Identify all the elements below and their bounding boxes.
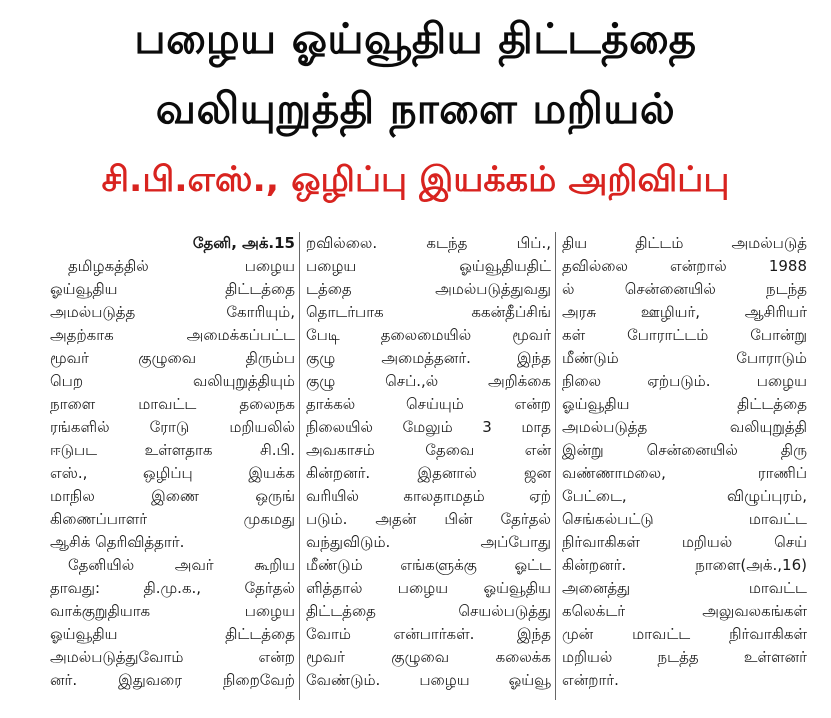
article-line: அவகாசம் தேவை என் (306, 441, 551, 459)
article-line: குழு செப்.,ல் அறிக்கை (306, 372, 551, 390)
article-line: ளித்தால் பழைய ஓய்வூதிய (306, 579, 551, 597)
article-line: னர். இதுவரை நிறைவேற் (50, 671, 295, 689)
article-line: வேண்டும். பழைய ஓய்வூ (306, 671, 551, 689)
article-line: வந்துவிடும். அப்போது (306, 533, 551, 551)
article-line: ஓய்வூதிய திட்டத்தை (50, 625, 295, 643)
article-line: நிலை ஏற்படும். பழைய (562, 372, 807, 390)
column-divider (555, 232, 556, 700)
article-line: பெற வலியுறுத்தியும் (50, 372, 295, 390)
article-line: கிணைப்பாளர் முகமது (50, 510, 295, 528)
article-line: றவில்லை. கடந்த பிப்., (306, 234, 551, 252)
article-line: படும். அதன் பின் தேர்தல் (306, 510, 551, 528)
article-line: தாக்கல் செய்யும் என்ற (306, 395, 551, 413)
article-line: நிர்வாகிகள் மறியல் செய் (562, 533, 807, 551)
article-line: தொடர்பாக ககன்தீப்சிங் (306, 303, 551, 321)
article-line: தாவது: தி.மு.க., தேர்தல் (50, 579, 295, 597)
article-line: என்றார். (562, 671, 619, 689)
article-line: அமல்படுத்துவோம் என்ற (50, 648, 295, 666)
article-line: மறியல் நடத்த உள்ளனர் (562, 648, 807, 666)
article-column-1 (50, 232, 295, 692)
article-line: தமிழகத்தில் பழைய (68, 257, 295, 275)
article-line: திய திட்டம் அமல்படுத் (562, 234, 807, 252)
subheadline: சி.பி.எஸ்., ஒழிப்பு இயக்கம் அறிவிப்பு (101, 160, 730, 200)
article-line: ரங்களில் ரோடு மறியலில் (50, 418, 295, 436)
article-line: மாநில இணை ஒருங் (50, 487, 295, 505)
article-column-3 (562, 232, 807, 692)
article-line: கலெக்டர் அலுவலகங்கள் (562, 602, 807, 620)
article-line: அனைத்து மாவட்ட (562, 579, 807, 597)
article-line: அரசு ஊழியர், ஆசிரியர் (562, 303, 807, 321)
article-line: வண்ணாமலை, ராணிப் (562, 464, 807, 482)
article-line: மூவர் குழுவை கலைக்க (306, 648, 551, 666)
article-line: கின்றனர். இதனால் ஜன (306, 464, 551, 482)
article-line: ஓய்வூதிய திட்டத்தை (50, 280, 295, 298)
article-line: நிலையில் மேலும் 3 மாத (306, 418, 551, 436)
article-line: முன் மாவட்ட நிர்வாகிகள் (562, 625, 807, 643)
article-line: எஸ்., ஒழிப்பு இயக்க (50, 464, 295, 482)
dateline: தேனி, அக்.15 (192, 234, 295, 252)
article-line: அதற்காக அமைக்கப்பட்ட (50, 326, 295, 344)
article-line: தேனியில் அவர் கூறிய (68, 556, 295, 574)
article-line: டத்தை அமல்படுத்துவது (306, 280, 551, 298)
article-column-2 (306, 232, 551, 692)
article-line: ஓய்வூதிய திட்டத்தை (562, 395, 807, 413)
headline-line-1: பழைய ஓய்வூதிய திட்டத்தை (134, 14, 697, 63)
article-line: பேட்டை, விழுப்புரம், (562, 487, 807, 505)
article-line: கள் போராட்டம் போன்று (562, 326, 807, 344)
article-line: மூவர் குழுவை திரும்ப (50, 349, 295, 367)
article-line: ஆசிக் தெரிவித்தார். (50, 533, 185, 551)
column-divider (299, 232, 300, 700)
article-line: அமல்படுத்த கோரியும், (50, 303, 295, 321)
article-line: செங்கல்பட்டு மாவட்ட (562, 510, 807, 528)
article-line: ல் சென்னையில் நடந்த (562, 280, 807, 298)
article-line: வோம் என்பார்கள். இந்த (306, 625, 551, 643)
article-line: பழைய ஓய்வூதியதிட் (306, 257, 551, 275)
article-line: தவில்லை என்றால் 1988 (562, 257, 807, 275)
article-line: மீண்டும் போராடும் (562, 349, 807, 367)
article-line: நாளை மாவட்ட தலைநக (50, 395, 295, 413)
article-line: அமல்படுத்த வலியுறுத்தி (562, 418, 807, 436)
article-line: திட்டத்தை செயல்படுத்து (306, 602, 551, 620)
article-line: ஈடுபட உள்ளதாக சி.பி. (50, 441, 295, 459)
article-line: மீண்டும் எங்களுக்கு ஓட்ட (306, 556, 551, 574)
article-line: இன்று சென்னையில் திரு (562, 441, 807, 459)
article-line: கின்றனர். நாளை(அக்.,16) (562, 556, 807, 574)
article-line: வரியில் காலதாமதம் ஏற் (306, 487, 551, 505)
article-line: பேடி தலைமையில் மூவர் (306, 326, 551, 344)
headline-line-2: வலியுறுத்தி நாளை மறியல் (155, 84, 676, 133)
article-line: வாக்குறுதியாக பழைய (50, 602, 295, 620)
article-line: குழு அமைத்தனர். இந்த (306, 349, 551, 367)
